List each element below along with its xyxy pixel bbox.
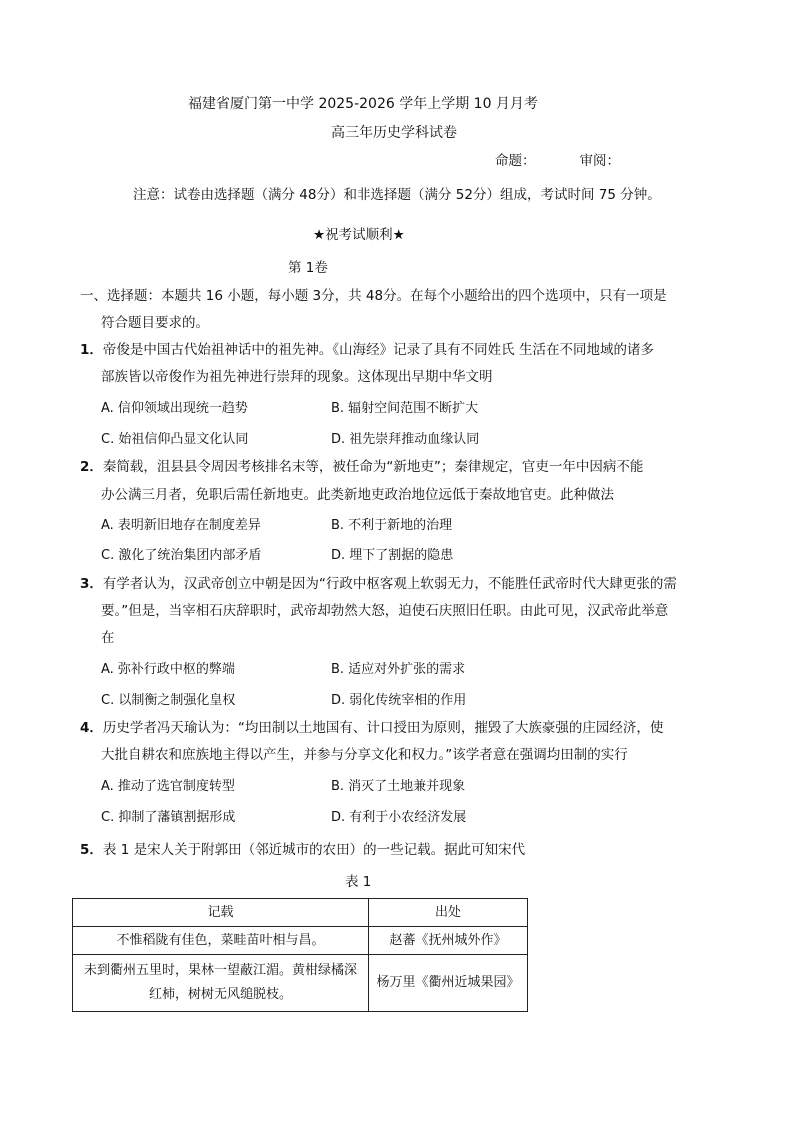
- question-4-line2: 大批自耕农和庶族地主得以产生，并参与分享文化和权力。”该学者意在强调均田制的实行: [101, 747, 628, 763]
- table-caption: 表 1: [345, 874, 372, 890]
- question-number: 2．: [80, 459, 103, 475]
- exam-notice: 注意：试卷由选择题（满分 48分）和非选择题（满分 52分）组成，考试时间 75 分钟。: [133, 187, 661, 203]
- good-luck-banner: ★祝考试顺利★: [313, 227, 405, 243]
- column-header-record: 记载: [73, 899, 369, 927]
- question-text: 帝俊是中国古代始祖神话中的祖先神。《山海经》记录了具有不同姓氏 生活在不同地域的诸多: [102, 342, 654, 358]
- table-row: [73, 927, 528, 955]
- option-d[interactable]: D. 有利于小农经济发展: [331, 810, 467, 825]
- question-text: 历史学者冯天瑜认为：“均田制以土地国有、计口授田为原则，摧毁了大族豪强的庄园经济，使: [102, 720, 664, 736]
- option-c[interactable]: C. 始祖信仰凸显文化认同: [101, 432, 249, 447]
- question-text: 有学者认为，汉武帝创立中朝是因为“行政中枢客观上软弱无力，不能胜任武帝时代大肆更张的需: [102, 576, 677, 592]
- option-b[interactable]: B. 不利于新地的治理: [331, 518, 453, 533]
- option-c[interactable]: C. 以制衡之制强化皇权: [101, 693, 236, 708]
- record-line2: 红柿，树树无风缒脱枝。: [148, 987, 292, 1002]
- option-a[interactable]: A. 推动了选官制度转型: [101, 779, 235, 794]
- question-text: 秦简载，沮县县令周因考核排名末等，被任命为“新地吏”；秦律规定，官吏一年中因病不能: [102, 459, 644, 475]
- question-4-line1: [80, 719, 663, 737]
- question-1-line1: [80, 341, 654, 359]
- section-instructions-line1: 一、选择题：本题共 16 小题，每小题 3分，共 48分。在每个小题给出的四个选项中，只有一项是: [80, 288, 667, 304]
- option-a[interactable]: A. 表明新旧地存在制度差异: [101, 518, 261, 533]
- question-3-line1: [80, 575, 677, 593]
- question-number: 4．: [80, 720, 103, 736]
- option-b[interactable]: B. 适应对外扩张的需求: [331, 662, 466, 677]
- question-2-line2: 办公满三月者，免职后需任新地吏。此类新地吏政治地位远低于秦故地官吏。此种做法: [101, 487, 614, 503]
- record-line1: 未到衢州五里时，果林一望蔽江湄。黄柑绿橘深: [83, 963, 357, 978]
- question-3-line3: 在: [101, 630, 115, 646]
- records-table: [72, 898, 528, 1012]
- option-d[interactable]: D. 弱化传统宰相的作用: [331, 693, 467, 708]
- column-header-source: 出处: [369, 899, 528, 927]
- option-d[interactable]: D. 埋下了割据的隐患: [331, 548, 454, 563]
- question-3-line2: 要。”但是，当宰相石庆辞职时，武帝却勃然大怒，迫使石庆照旧任职。由此可见，汉武帝此举意: [101, 603, 669, 619]
- section-instructions-line2: 符合题目要求的。: [101, 315, 209, 331]
- option-a[interactable]: A. 弥补行政中枢的弊端: [101, 662, 235, 677]
- volume-heading: 第 1卷: [288, 260, 328, 276]
- question-1-line2: 部族皆以帝俊作为祖先神进行崇拜的现象。这体现出早期中华文明: [101, 369, 493, 385]
- question-number: 3．: [80, 576, 103, 592]
- option-a[interactable]: A. 信仰领域出现统一趋势: [101, 401, 248, 416]
- option-c[interactable]: C. 抑制了藩镇割据形成: [101, 810, 236, 825]
- source-cell: 赵蕃《抚州城外作》: [369, 927, 528, 955]
- question-text: 表 1 是宋人关于附郭田（邻近城市的农田）的一些记载。据此可知宋代: [102, 842, 526, 858]
- table-row: [73, 955, 528, 1012]
- proposer-label: 命题：: [495, 153, 536, 169]
- table-header-row: [73, 899, 528, 927]
- exam-title-line2: 高三年历史学科试卷: [331, 125, 457, 141]
- exam-title-line1: 福建省厦门第一中学 2025-2026 学年上学期 10 月月考: [188, 96, 538, 112]
- question-number: 1．: [80, 342, 103, 358]
- option-b[interactable]: B. 辐射空间范围不断扩大: [331, 401, 479, 416]
- question-2-line1: [80, 458, 643, 476]
- source-cell: 杨万里《衢州近城果园》: [369, 955, 528, 1012]
- reviewer-label: 审阅：: [579, 153, 620, 169]
- option-b[interactable]: B. 消灭了土地兼并现象: [331, 779, 466, 794]
- option-d[interactable]: D. 祖先崇拜推动血缘认同: [331, 432, 480, 447]
- question-5-line1: [80, 841, 525, 859]
- author-line: [495, 152, 620, 170]
- option-c[interactable]: C. 激化了统治集团内部矛盾: [101, 548, 262, 563]
- record-cell: [73, 955, 369, 1012]
- record-cell: 不惟稻陇有佳色，菜畦苗叶相与昌。: [73, 927, 369, 955]
- question-number: 5．: [80, 842, 103, 858]
